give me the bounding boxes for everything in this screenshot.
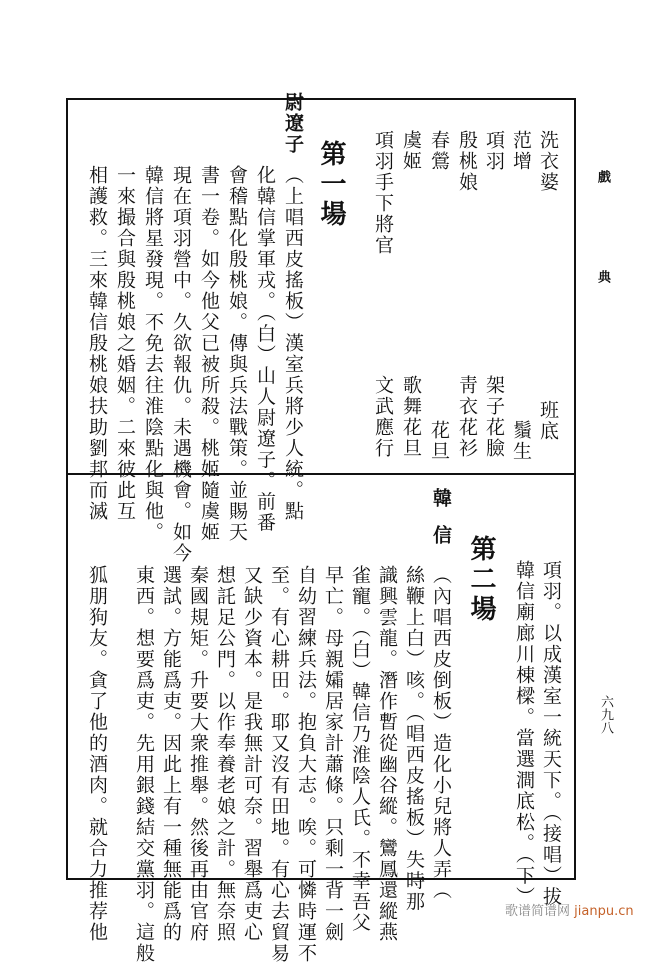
dialogue-line: 韓信將星發現。不免去往淮陰點化與他。: [142, 165, 164, 543]
dialogue-line: 狐朋狗友。貪了他的酒肉。就合力推荐他: [86, 565, 108, 943]
dialogue-line: 早亡。母親孀居家計蕭條。只剩一背一劍: [322, 565, 344, 943]
dialogue-line: 項羽。以成漢室一統天下。（接唱）拔: [540, 560, 562, 908]
speaker-name: 韓信: [430, 488, 452, 562]
cast-role: 殷桃娘: [456, 130, 478, 193]
dialogue-line: 自幼習練兵法。抱負大志。唉。可憐時運不: [295, 565, 317, 964]
cast-type: 鬚生: [510, 420, 532, 462]
book-title-top: 戲: [595, 170, 610, 183]
watermark-en: jianpu.cn: [574, 904, 634, 919]
cast-role: 項羽手下將官: [372, 130, 394, 256]
cast-role: 洗衣婆: [537, 130, 559, 193]
cast-role: 春鶯: [428, 130, 450, 172]
dialogue-line: 一來撮合與殷桃娘之婚姻。二來彼此互: [114, 165, 136, 522]
dialogue-line: 識興雲龍。潛作暫從幽谷縱。鸞鳳還縱燕: [376, 565, 398, 943]
dialogue-line: 會稽點化殷桃娘。傳與兵法戰策。並賜天: [226, 165, 248, 543]
dialogue-line: 化韓信掌軍戎。（白）山人尉遼子。前番: [254, 165, 276, 534]
dialogue-line: （內唱西皮倒板）造化小兒將人弄（: [430, 565, 452, 901]
dialogue-line: 絲鞭上白）咳。（唱西皮搖板）失時那: [403, 565, 425, 913]
book-title-bottom: 典: [595, 270, 610, 283]
cast-role: 范增: [510, 130, 532, 172]
dialogue-line: 相護救。三來韓信殷桃娘扶助劉邦而滅: [86, 165, 108, 522]
cast-type: 靑衣花衫: [456, 375, 478, 459]
dialogue-line: 至。有心耕田。耶又沒有田地。有心去貿易: [268, 565, 290, 964]
dialogue-line: 雀寵。（白）韓信乃淮陰人氏。不幸吾父: [349, 565, 371, 934]
speaker-name: 尉遼子: [282, 92, 304, 155]
dialogue-line: 現在項羽營中。久欲報仇。未遇機會。如今: [170, 165, 192, 564]
dialogue-line: （上唱西皮搖板）漢室兵將少人統。點: [282, 165, 304, 522]
cast-role: 項羽: [483, 130, 505, 172]
scene-title-1: 第一場: [316, 140, 346, 230]
cast-type: 班底: [537, 400, 559, 442]
cast-type: 歌舞花旦: [400, 375, 422, 459]
dialogue-line: 韓信廟廊川棟樑。當選澗底松。（下）: [513, 560, 535, 908]
page-number: 六九八: [598, 695, 613, 734]
dialogue-line: 想託足公門。以作奉養老娘之計。無奈照: [214, 565, 236, 943]
watermark-cn: 歌谱简谱网: [505, 904, 571, 919]
dialogue-line: 又缺少資本。是我無計可奈。習舉爲吏心: [241, 565, 263, 943]
cast-type: 架子花臉: [483, 375, 505, 459]
dialogue-line: 書一卷。如今他父已被所殺。桃姬隨虞姬: [198, 165, 220, 543]
scene-title-2: 第二場: [466, 535, 496, 625]
cast-type: 文武應行: [372, 375, 394, 459]
cast-type: 花旦: [428, 420, 450, 462]
dialogue-line: 秦國規矩。升要大衆推舉。然後再由官府: [187, 565, 209, 943]
watermark: [505, 900, 634, 919]
cast-role: 虞姬: [400, 130, 422, 172]
dialogue-line: 選試。方能爲吏。因此上有一種無能爲的: [160, 565, 182, 943]
dialogue-line: 東西。想要爲吏。先用銀錢結交黨羽。這般: [133, 565, 155, 964]
